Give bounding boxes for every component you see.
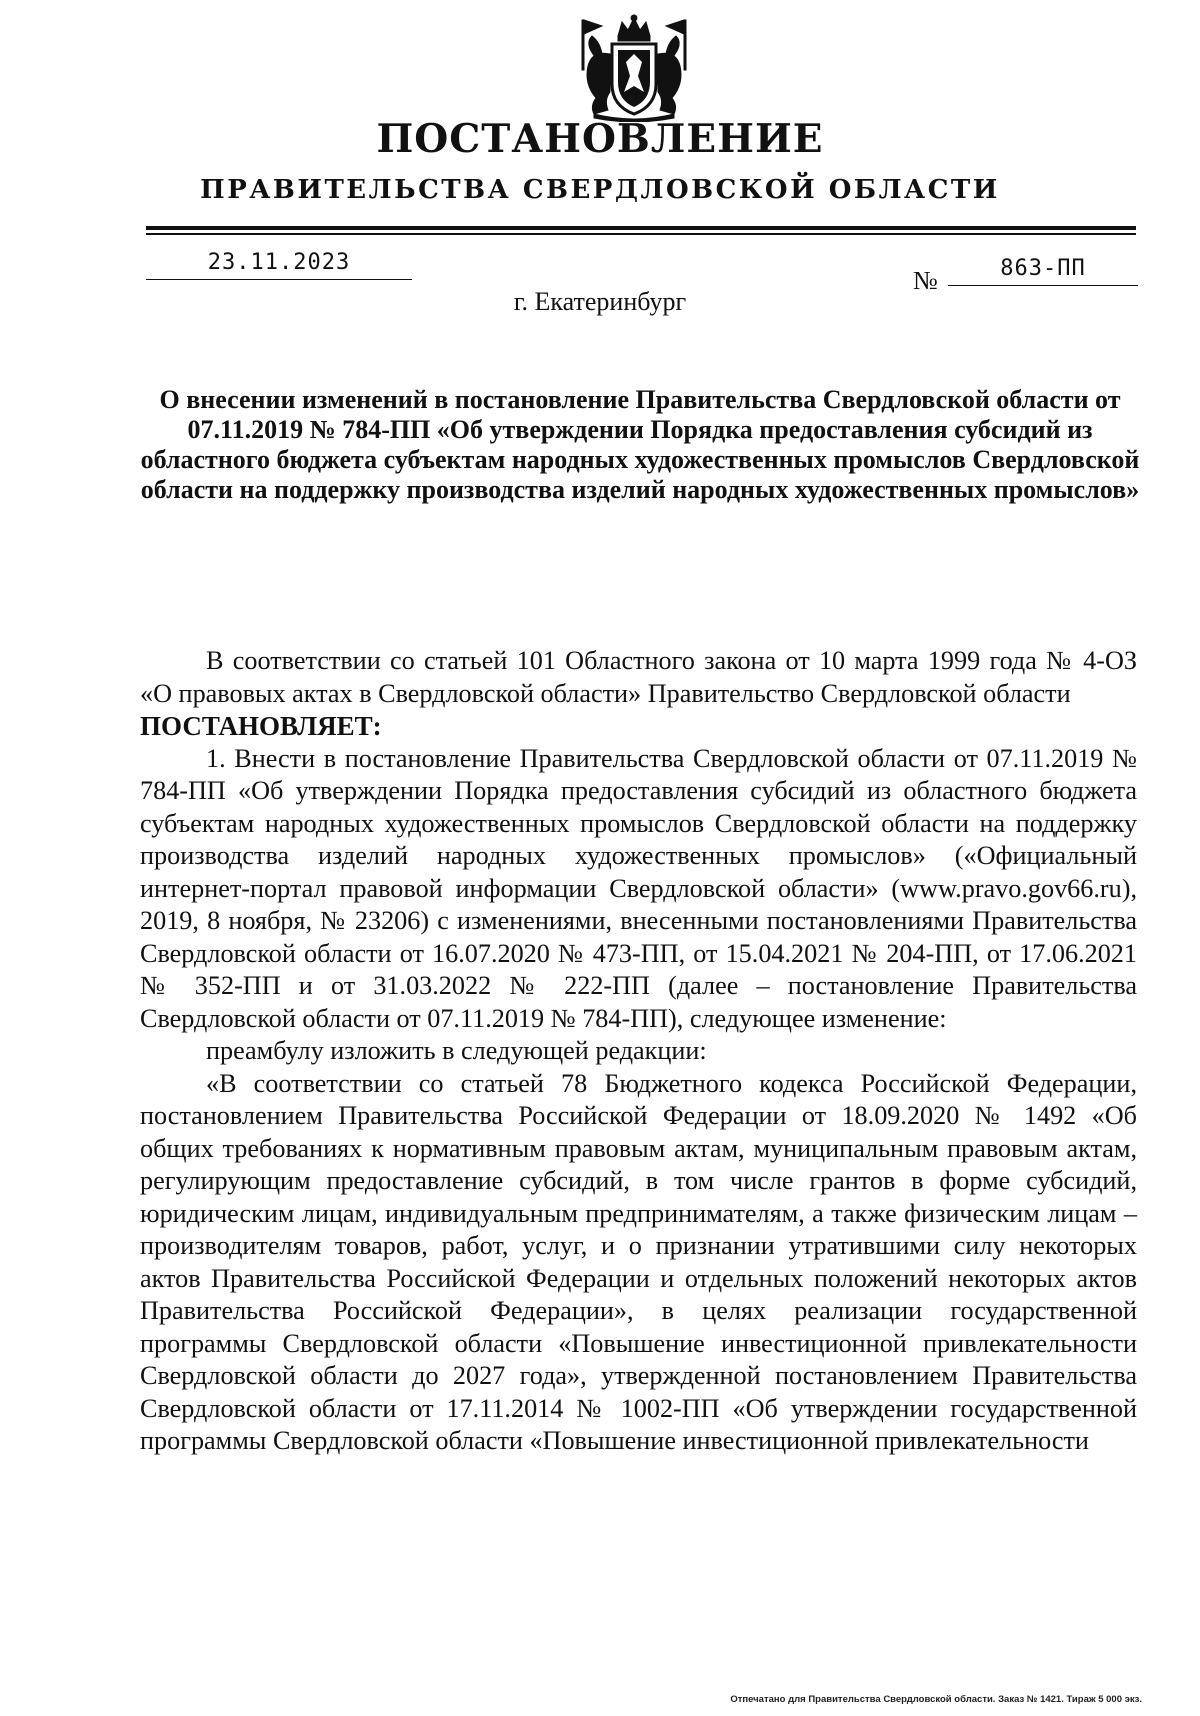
document-title: О внесении изменений в постановление Правительства Свердловской области от 07.11.2019 № 784-ПП «Об утверждении Порядка предоставления субсидий из областного бюджета субъектам народных художественных промыслов Свердловской области на поддержку производства изделий народных художественных промыслов»	[140, 385, 1140, 504]
intro-paragraph: В соответствии со статьей 101 Областного закона от 10 марта 1999 года № 4-ОЗ «О правовых актах в Свердловской области» Правительство Свердловской области	[140, 646, 1137, 708]
document-date: 23.11.2023	[146, 250, 412, 280]
document-number: 863-ПП	[948, 256, 1138, 286]
preamble-instruction: преамбулу изложить в следующей редакции:	[206, 1036, 707, 1065]
point-1-paragraph: 1. Внести в постановление Правительства Свердловской области от 07.11.2019 № 784-ПП «Об утверждении Порядка предоставления субсидий из областного бюджета субъектам народных художественных промыслов Свердловской области на поддержку производства изделий народных художественных промыслов» («Официальный интернет-портал правовой информации Свердловской области» (www.pravo.gov66.ru), 2019, 8 ноября, № 23206) с изменениями, внесенными постановлениями Правительства Свердловской области от 16.07.2020 № 473-ПП, от 15.04.2021 № 204-ПП, от 17.06.2021 № 352-ПП и от 31.03.2022 № 222-ПП (далее – постановление Правительства Свердловской области от 07.11.2019 № 784-ПП), следующее изменение:	[140, 743, 1137, 1033]
header-divider-thin	[146, 233, 1136, 235]
number-sign: №	[913, 266, 938, 295]
print-footer: Отпечатано для Правительства Свердловской области. Заказ № 1421. Тираж 5 000 экз.	[730, 1694, 1142, 1705]
document-type-title: ПОСТАНОВЛЕНИЕ	[376, 116, 824, 162]
resolves-heading: ПОСТАНОВЛЯЕТ:	[140, 711, 382, 741]
header-divider-thick	[146, 226, 1136, 230]
sverdlovsk-coat-of-arms-icon	[574, 14, 694, 122]
document-body	[140, 645, 1137, 1458]
document-city: г. Екатеринбург	[513, 287, 687, 316]
preamble-text: «В соответствии со статьей 78 Бюджетного кодекса Российской Федерации, постановлением Правительства Российской Федерации от 18.09.2020 № 1492 «Об общих требованиях к нормативным правовым актам, муниципальным правовым актам, регулирующим предоставление субсидий, в том числе грантов в форме субсидий, юридическим лицам, индивидуальным предпринимателям, а также физическим лицам – производителям товаров, работ, услуг, и о признании утратившими силу некоторых актов Правительства Российской Федерации и отдельных положений некоторых актов Правительства Российской Федерации», в целях реализации государственной программы Свердловской области «Повышение инвестиционной привлекательности Свердловской области до 2027 года», утвержденной постановлением Правительства Свердловской области от 17.11.2014 № 1002-ПП «Об утверждении государственной программы Свердловской области «Повышение инвестиционной привлекательности	[140, 1068, 1137, 1455]
issuing-authority: ПРАВИТЕЛЬСТВА СВЕРДЛОВСКОЙ ОБЛАСТИ	[200, 175, 1000, 205]
